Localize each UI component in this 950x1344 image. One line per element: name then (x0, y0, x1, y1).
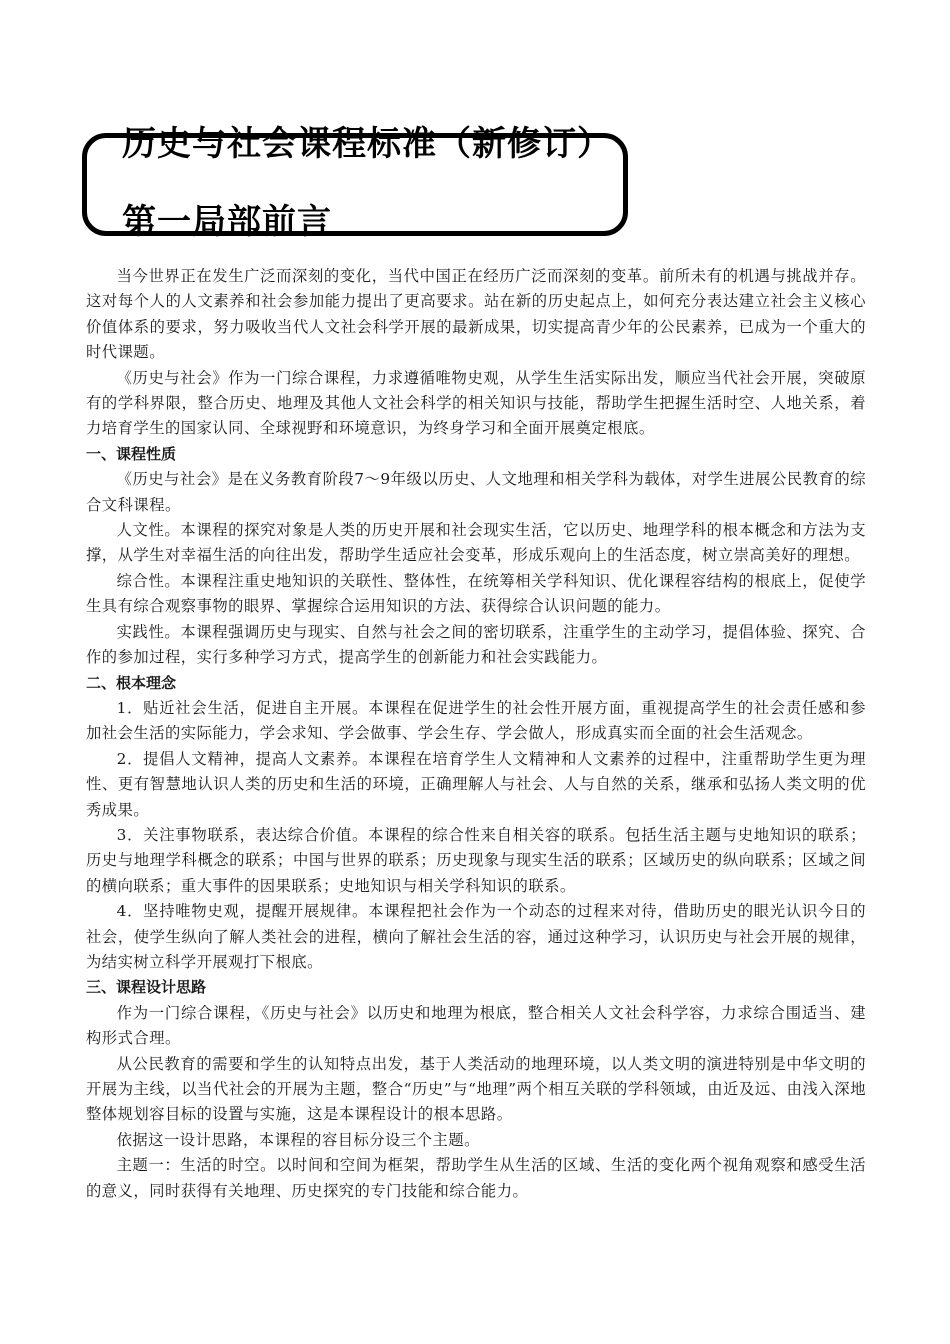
paragraph: 《历史与社会》是在义务教育阶段7～9年级以历史、人文地理和相关学科为载体，对学生进展公民教育的综合文科课程。 (86, 470, 866, 514)
paragraph: 3．关注事物联系，表达综合价值。本课程的综合性来自相关容的联系。包括生活主题与史地知识的联系；历史与地理学科概念的联系；中国与世界的联系；历史现象与现实生活的联系；区域历史的纵向联系；区域之间的横向联系；重大事件的因果联系；史地知识与相关学科知识的联系。 (86, 825, 866, 895)
paragraph: 2．提倡人文精神，提高人文素养。本课程在培育学生人文精神和人文素养的过程中，注重帮助学生更为理性、更有智慧地认识人类的历史和生活的环境，正确理解人与社会、人与自然的关系，继承和弘扬人类文明的优秀成果。 (86, 749, 866, 819)
paragraph: 当今世界正在发生广泛而深刻的变化，当代中国正在经历广泛而深刻的变革。前所未有的机遇与挑战并存。这对每个人的人文素养和社会参加能力提出了更高要求。站在新的历史起点上，如何充分表达建立社会主义核心价值体系的要求，努力吸收当代人文社会科学开展的最新成果，切实提高青少年的公民素养，已成为一个重大的时代课题。 (86, 267, 866, 362)
paragraph: 1．贴近社会生活，促进自主开展。本课程在促进学生的社会性开展方面，重视提高学生的社会责任感和参加社会生活的实际能力，学会求知、学会做事、学会生存、学会做人，形成真实而全面的社会生活观念。 (86, 698, 866, 743)
paragraph: 主题一：生活的时空。以时间和空间为框架，帮助学生从生活的区域、生活的变化两个视角观察和感受生活的意义，同时获得有关地理、历史探究的专门技能和综合能力。 (86, 1156, 866, 1200)
paragraph: 综合性。本课程注重史地知识的关联性、整体性，在统筹相关学科知识、优化课程容结构的根底上，促使学生具有综合观察事物的眼界、掌握综合运用知识的方法、获得综合认识问题的能力。 (86, 571, 866, 616)
paragraph: 从公民教育的需要和学生的认知特点出发，基于人类活动的地理环境，以人类文明的演进特别是中华文明的开展为主线，以当代社会的开展为主题，整合“历史”与“地理”两个相互关联的学科领域，由近及远、由浅入深地整体规划容目标的设置与实施，这是本课程设计的根本思路。 (86, 1054, 866, 1124)
paragraph: 作为一门综合课程，《历史与社会》以历史和地理为根底，整合相关人文社会科学容，力求综合围适当、建构形式合理。 (86, 1003, 866, 1048)
document-body (86, 264, 866, 1204)
paragraph: 《历史与社会》作为一门综合课程，力求遵循唯物史观，从学生生活实际出发，顺应当代社会开展，突破原有的学科界限，整合历史、地理及其他人文社会科学的相关知识与技能，帮助学生把握生活时空、人地关系，着力培育学生的国家认同、全球视野和环境意识，为终身学习和全面开展奠定根底。 (86, 368, 866, 438)
paragraph: 人文性。本课程的探究对象是人类的历史开展和社会现实生活，它以历史、地理学科的根本概念和方法为支撑，从学生对幸福生活的向往出发，帮助学生适应社会变革，形成乐观向上的生活态度，树立崇高美好的理想。 (86, 521, 866, 565)
paragraph: 依据这一设计思路，本课程的容目标分设三个主题。 (116, 1130, 480, 1149)
paragraph: 4．坚持唯物史观，提醒开展规律。本课程把社会作为一个动态的过程来对待，借助历史的眼光认识今日的社会，使学生纵向了解人类社会的进程，横向了解社会生活的容，通过这种学习，认识历史与社会开展的规律，为结实树立科学开展观打下根底。 (86, 902, 866, 971)
section-title: 第一局部前言 (122, 202, 332, 242)
paragraph: 实践性。本课程强调历史与现实、自然与社会之间的密切联系，注重学生的主动学习，提倡体验、探究、合作的参加过程，实行多种学习方式，提高学生的创新能力和社会实践能力。 (86, 622, 866, 667)
page-title: 历史与社会课程标准（新修订） (122, 124, 612, 164)
section-heading: 三、课程设计思路 (86, 978, 207, 997)
section-heading: 一、课程性质 (86, 444, 177, 463)
section-heading: 二、根本理念 (86, 673, 177, 692)
